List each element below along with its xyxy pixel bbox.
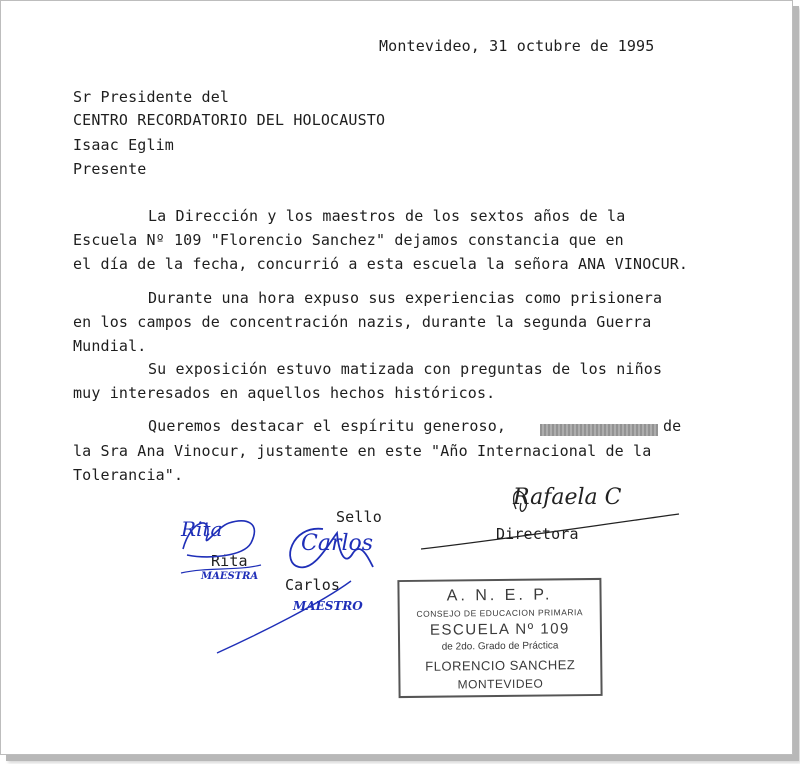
body-line-10: la Sra Ana Vinocur, justamente en este "Año Internacional de la xyxy=(73,442,652,460)
body-line-6: Mundial. xyxy=(73,337,147,355)
label-rita: Rita xyxy=(211,552,248,570)
body-line-11: Tolerancia". xyxy=(73,466,184,484)
body-line-2: Escuela Nº 109 "Florencio Sanchez" dejamos constancia que en xyxy=(73,231,624,249)
body-line-1: La Dirección y los maestros de los sextos años de la xyxy=(148,207,626,225)
body-line-7: Su exposición estuvo matizada con preguntas de los niños xyxy=(148,360,663,378)
stamp-line-2: CONSEJO DE EDUCACION PRIMARIA xyxy=(416,607,584,619)
stamp-line-3: ESCUELA Nº 109 xyxy=(429,620,570,639)
addressee-line-1: Sr Presidente del xyxy=(73,88,230,106)
body-line-5: en los campos de concentración nazis, durante la segunda Guerra xyxy=(73,313,652,331)
stamp-line-1: A. N. E. P. xyxy=(446,586,553,605)
stamp-line-6: MONTEVIDEO xyxy=(457,676,544,692)
label-carlos: Carlos xyxy=(285,576,341,594)
body-line-3: el día de la fecha, concurrió a esta escuela la señora ANA VINOCUR. xyxy=(73,255,689,273)
addressee-line-3: Isaac Eglim xyxy=(73,136,174,154)
addressee-line-4: Presente xyxy=(73,160,147,178)
label-directora: Directora xyxy=(496,525,579,543)
directora-signature-text: Rafaela C xyxy=(513,485,622,510)
addressee-line-2: CENTRO RECORDATORIO DEL HOLOCAUSTO xyxy=(73,111,386,129)
rita-signature: Rita xyxy=(181,517,223,541)
body-line-9-end: de xyxy=(663,417,682,435)
school-stamp xyxy=(397,578,602,698)
carlos-title: MAESTRO xyxy=(293,599,363,613)
body-line-9: Queremos destacar el espíritu generoso, xyxy=(148,417,507,435)
rita-title: MAESTRA xyxy=(201,571,259,582)
stamp-line-4: de 2do. Grado de Práctica xyxy=(441,640,559,653)
body-line-8: muy interesados en aquellos hechos históricos. xyxy=(73,384,496,402)
body-line-4: Durante una hora expuso sus experiencias como prisionera xyxy=(148,289,663,307)
carlos-signature: Carlos xyxy=(301,531,374,556)
label-sello: Sello xyxy=(336,508,382,526)
place-date: Montevideo, 31 octubre de 1995 xyxy=(379,37,655,55)
struck-out-text xyxy=(540,424,658,436)
stamp-line-5: FLORENCIO SANCHEZ xyxy=(425,657,576,674)
